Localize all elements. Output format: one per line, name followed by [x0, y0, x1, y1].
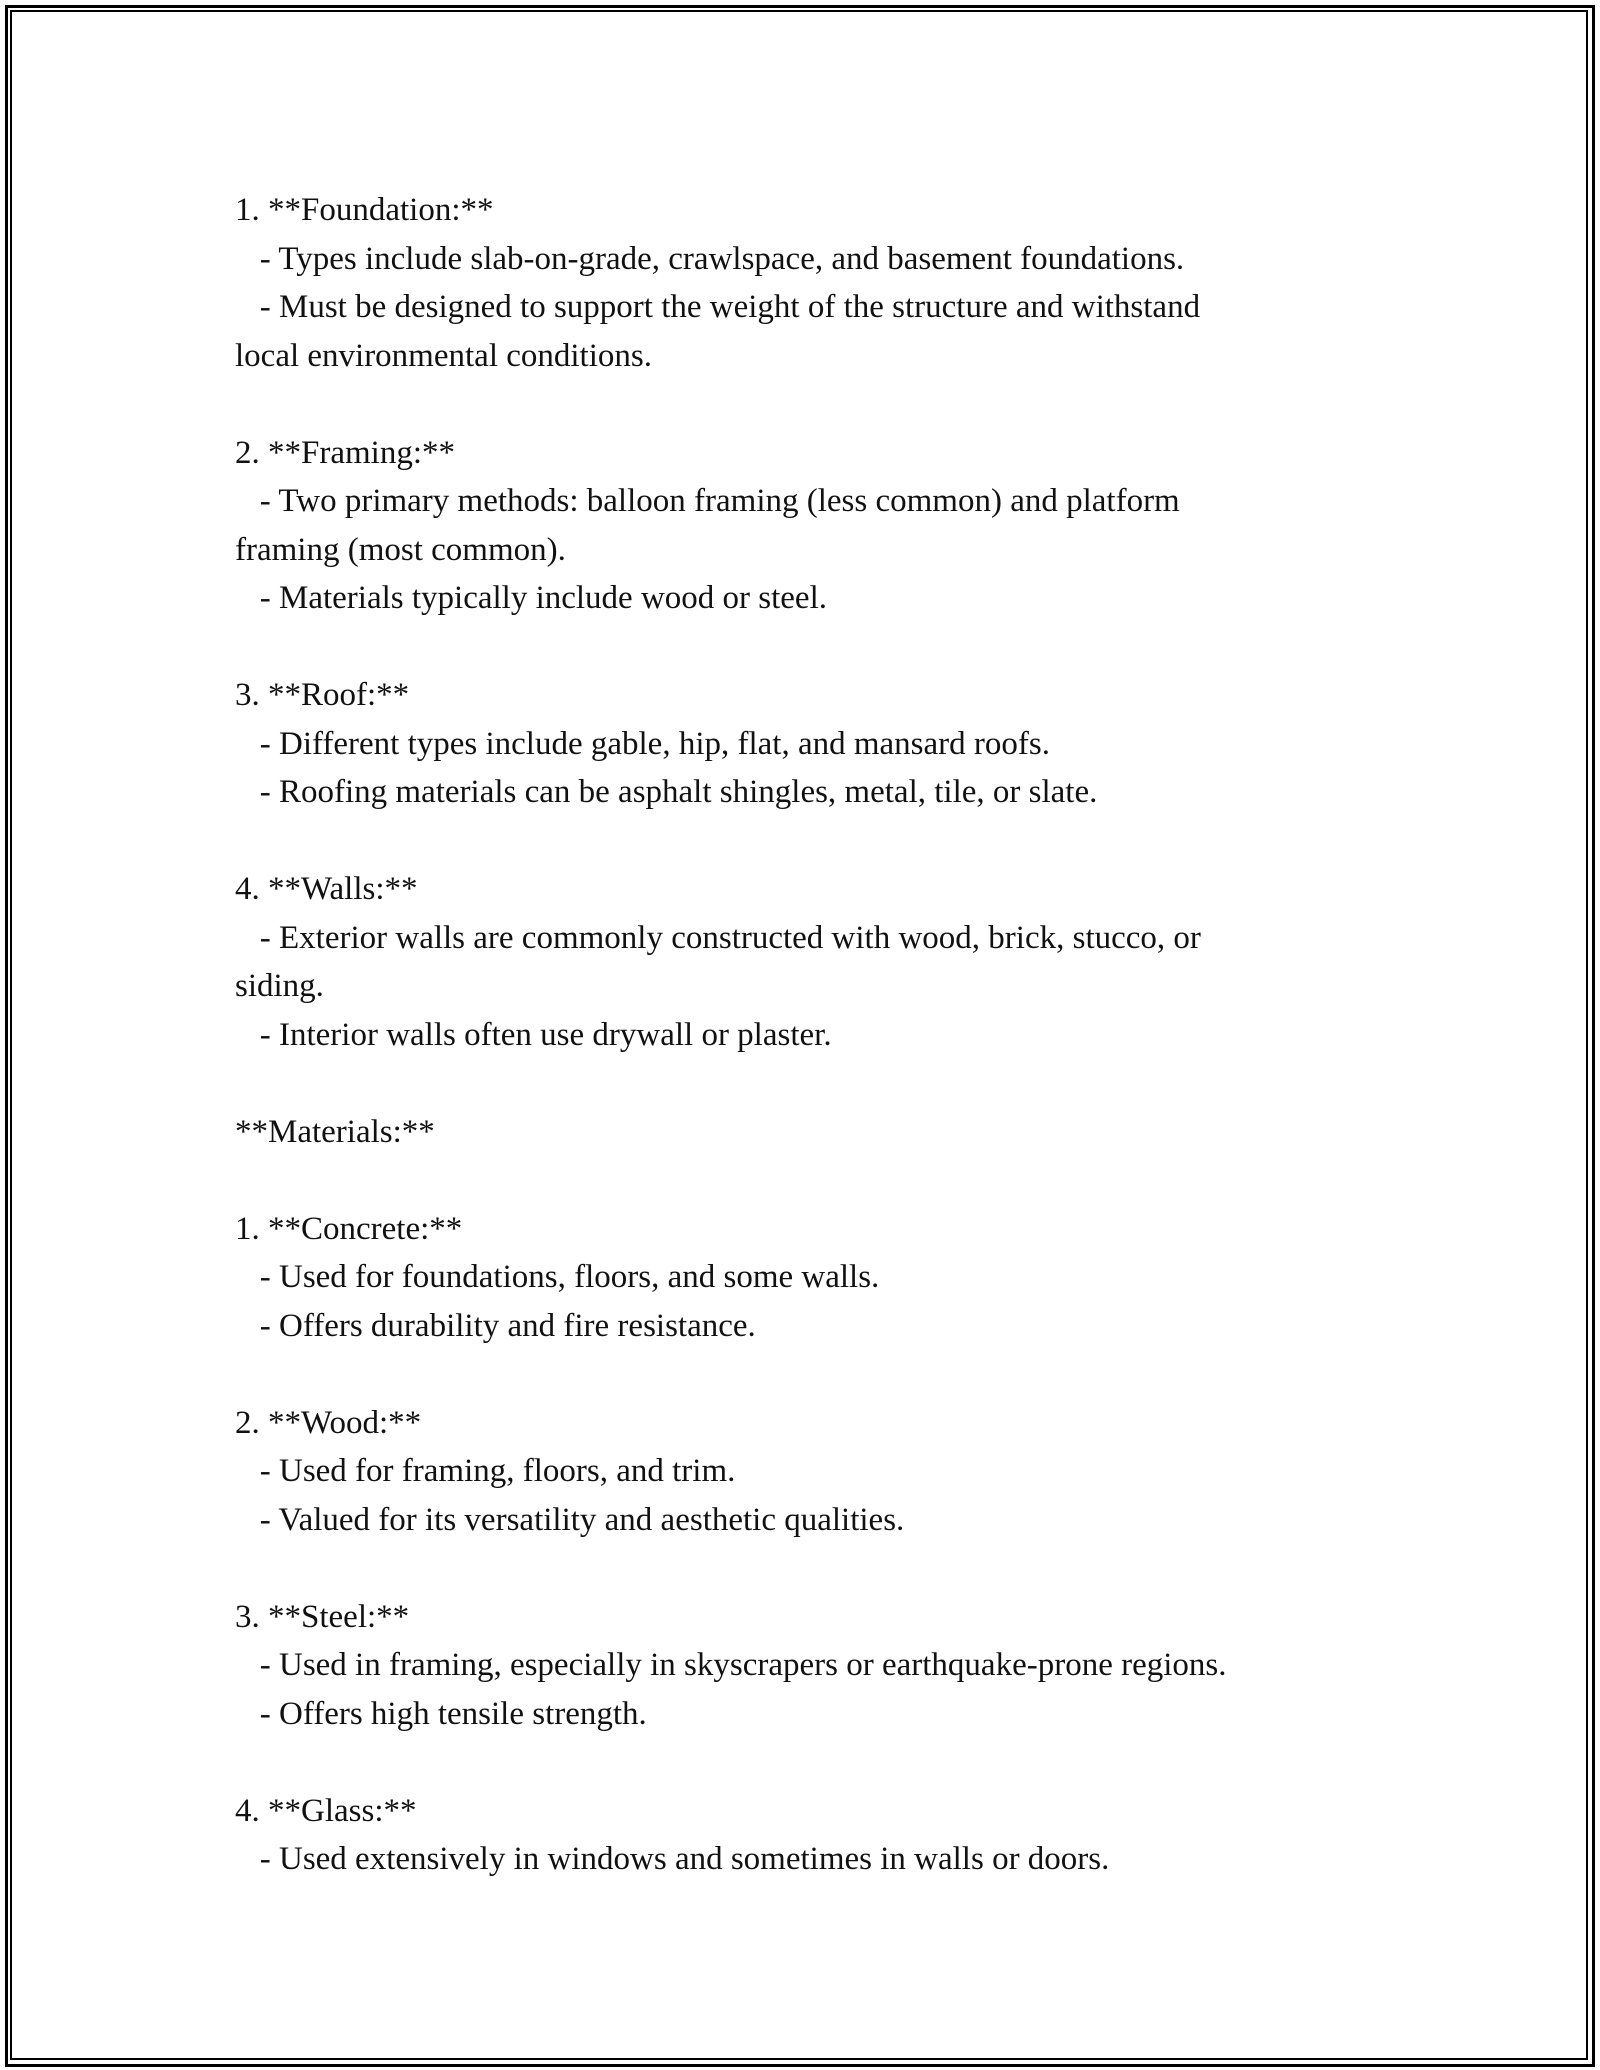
text-line: - Used for foundations, floors, and some walls.: [235, 1259, 880, 1295]
blank-line: [235, 380, 1415, 429]
text-line: framing (most common).: [235, 531, 566, 568]
text-line: 4. **Glass:**: [235, 1792, 417, 1829]
blank-line: [235, 1350, 1415, 1399]
text-line: siding.: [235, 968, 324, 1004]
document-body: [235, 186, 1415, 1884]
text-line: - Different types include gable, hip, flat, and mansard roofs.: [235, 725, 1050, 762]
text-line: - Offers durability and fire resistance.: [235, 1307, 756, 1344]
text-line: 1. **Foundation:**: [235, 192, 494, 228]
text-line: - Used extensively in windows and sometimes in walls or doors.: [235, 1841, 1110, 1877]
text-line: 3. **Roof:**: [235, 677, 410, 713]
section-heading: **Materials:**: [235, 1113, 435, 1150]
blank-line: [235, 817, 1415, 866]
blank-line: [235, 1156, 1415, 1205]
blank-line: [235, 1059, 1415, 1108]
text-line: - Used in framing, especially in skyscrapers or earthquake-prone regions.: [235, 1647, 1227, 1683]
text-line: local environmental conditions.: [235, 337, 652, 374]
blank-line: [235, 1738, 1415, 1787]
text-line: - Used for framing, floors, and trim.: [235, 1453, 736, 1489]
text-line: - Must be designed to support the weight of the structure and withstand: [235, 289, 1201, 325]
text-line: 2. **Wood:**: [235, 1404, 422, 1441]
text-line: - Valued for its versatility and aesthetic qualities.: [235, 1501, 905, 1538]
text-line: - Offers high tensile strength.: [235, 1695, 647, 1732]
text-line: - Types include slab-on-grade, crawlspace, and basement foundations.: [235, 240, 1185, 277]
blank-line: [235, 623, 1415, 672]
text-line: - Two primary methods: balloon framing (less common) and platform: [235, 483, 1180, 519]
text-line: 4. **Walls:**: [235, 871, 418, 907]
text-line: 2. **Framing:**: [235, 434, 455, 471]
text-line: - Materials typically include wood or steel.: [235, 580, 828, 616]
text-line: - Roofing materials can be asphalt shingles, metal, tile, or slate.: [235, 774, 1098, 810]
text-line: - Interior walls often use drywall or plaster.: [235, 1016, 832, 1053]
text-line: 3. **Steel:**: [235, 1598, 410, 1635]
text-line: 1. **Concrete:**: [235, 1210, 463, 1247]
blank-line: [235, 1544, 1415, 1593]
text-line: - Exterior walls are commonly constructed with wood, brick, stucco, or: [235, 919, 1201, 956]
